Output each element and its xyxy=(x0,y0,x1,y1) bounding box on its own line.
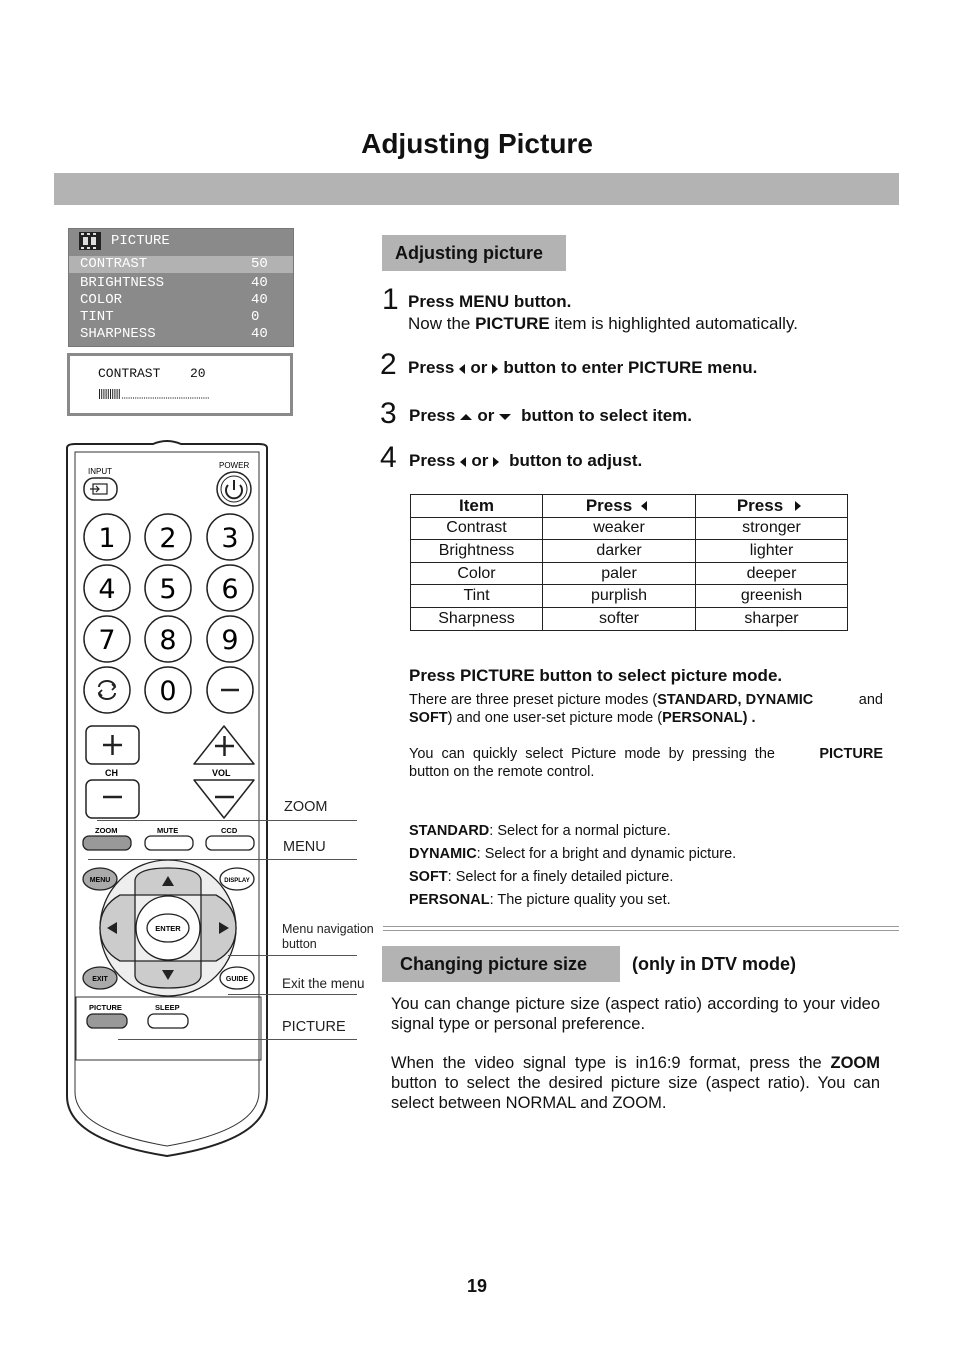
menu-button[interactable] xyxy=(83,868,117,890)
menu-label: MENU xyxy=(89,877,111,884)
digit-0-button[interactable] xyxy=(145,667,191,713)
enter-label: ENTER xyxy=(155,924,181,933)
down-arrow-icon xyxy=(499,414,511,420)
digit-label: 8 xyxy=(159,625,177,656)
guide-label: GUIDE xyxy=(225,976,249,983)
digit-label: 7 xyxy=(98,625,116,656)
osd-row-value: 50 xyxy=(251,256,268,272)
ch-down-button[interactable] xyxy=(86,780,139,818)
display-button[interactable] xyxy=(220,868,254,890)
table-cell: stronger xyxy=(696,517,848,540)
table-cell: sharper xyxy=(696,607,848,630)
level-dot xyxy=(122,397,123,398)
level-dot xyxy=(184,397,185,398)
level-dot xyxy=(146,397,147,398)
digit-label: 3 xyxy=(221,523,239,554)
sleep-button[interactable] xyxy=(148,1014,188,1028)
osd-row-value: 40 xyxy=(251,326,268,342)
level-dot xyxy=(203,397,204,398)
mode-desc: : Select for a finely detailed picture. xyxy=(447,869,674,885)
exit-button[interactable] xyxy=(83,967,117,989)
mode-def-personal xyxy=(409,891,671,909)
picture-size-para1: You can change picture size (aspect ratio) according to your video signal type or personal preference. xyxy=(391,995,880,1033)
osd-row-sharpness[interactable] xyxy=(69,326,293,343)
remote-control xyxy=(55,440,280,1160)
table-row xyxy=(411,585,848,608)
table-header-label: Press xyxy=(736,495,784,515)
left-arrow-icon xyxy=(459,364,465,374)
section-divider xyxy=(383,926,899,931)
step-1-text: Press MENU button. xyxy=(408,292,572,311)
zoom-button[interactable] xyxy=(83,836,131,850)
osd-row-tint[interactable] xyxy=(69,309,293,326)
step-1-sub-pre: Now the xyxy=(408,314,476,333)
table-header: Item xyxy=(411,495,543,518)
left-arrow-icon xyxy=(460,457,466,467)
table-row xyxy=(411,562,848,585)
zoom-label: ZOOM xyxy=(95,826,118,835)
step-number: 3 xyxy=(380,397,397,430)
step-3-post: button to select item. xyxy=(521,406,693,425)
osd-row-label: SHARPNESS xyxy=(80,326,156,342)
osd-row-label: CONTRAST xyxy=(80,256,148,272)
digit-3-button[interactable] xyxy=(207,514,253,560)
nav-callout-line xyxy=(228,955,357,956)
osd-row-label: TINT xyxy=(80,309,114,325)
digit-label: 0 xyxy=(159,676,177,707)
input-button[interactable] xyxy=(84,478,117,500)
level-dot xyxy=(179,397,180,398)
picture-callout-line xyxy=(118,1039,357,1040)
osd-row-color[interactable] xyxy=(69,292,293,309)
level-dot xyxy=(148,397,149,398)
table-cell: softer xyxy=(543,607,696,630)
table-cell: Brightness xyxy=(411,540,543,563)
osd-row-value: 0 xyxy=(251,309,260,325)
table-cell: purplish xyxy=(543,585,696,608)
osd-row-value: 40 xyxy=(251,275,268,291)
power-button[interactable] xyxy=(217,472,251,506)
mode-term: STANDARD xyxy=(409,823,490,839)
exit-callout: Exit the menu xyxy=(282,976,365,991)
table-cell: darker xyxy=(543,540,696,563)
level-dot xyxy=(188,397,189,398)
level-dot xyxy=(192,397,193,398)
level-dot xyxy=(173,397,174,398)
osd-row-contrast[interactable] xyxy=(69,256,293,273)
p2-a: You can quickly select Picture mode by pressing the xyxy=(409,746,775,762)
adjustment-table xyxy=(410,494,848,631)
level-dot xyxy=(170,397,171,398)
digit-9-button[interactable] xyxy=(207,616,253,662)
table-header xyxy=(696,495,848,518)
level-dot xyxy=(133,397,134,398)
osd-row-label: COLOR xyxy=(80,292,123,308)
p2-c: button on the remote control. xyxy=(409,764,595,780)
level-dot xyxy=(153,397,154,398)
step-number: 4 xyxy=(380,441,397,474)
level-dot xyxy=(144,397,145,398)
step-1-sub-bold: PICTURE xyxy=(475,314,550,333)
mode-desc: : Select for a bright and dynamic picture. xyxy=(476,846,737,862)
dtv-mode-note: (only in DTV mode) xyxy=(632,954,796,974)
menu-callout-line xyxy=(88,859,357,860)
table-cell: weaker xyxy=(543,517,696,540)
guide-button[interactable] xyxy=(220,967,254,989)
nav-callout xyxy=(282,922,374,952)
level-dot xyxy=(201,397,202,398)
mode-desc: : The picture quality you set. xyxy=(489,892,671,908)
digit-label: 1 xyxy=(98,523,116,554)
dash-button[interactable] xyxy=(207,667,253,713)
step-1-sub-post: item is highlighted automatically. xyxy=(549,314,798,333)
step-2-pre: Press xyxy=(408,358,455,377)
level-dot xyxy=(195,397,196,398)
step-4-pre: Press xyxy=(409,451,456,470)
table-cell: lighter xyxy=(696,540,848,563)
step-2-mid: or xyxy=(470,358,488,377)
level-dot xyxy=(135,397,136,398)
level-dot xyxy=(157,397,158,398)
level-dot xyxy=(181,397,182,398)
table-row xyxy=(411,607,848,630)
page-number: 19 xyxy=(466,1276,488,1296)
ch-up-button[interactable] xyxy=(86,726,139,764)
digit-6-button[interactable] xyxy=(207,565,253,611)
step-3-pre: Press xyxy=(409,406,456,425)
osd-contrast-adjust xyxy=(67,353,293,416)
level-dot xyxy=(199,397,200,398)
step-1-sub xyxy=(408,314,798,334)
table-header xyxy=(543,495,696,518)
mode-desc: : Select for a normal picture. xyxy=(489,823,671,839)
p1-e: ) and one user-set picture mode ( xyxy=(447,710,663,726)
step-3-mid: or xyxy=(477,406,495,425)
osd-header-label: PICTURE xyxy=(111,233,170,249)
table-cell: deeper xyxy=(696,562,848,585)
level-dot xyxy=(155,397,156,398)
level-dot xyxy=(162,397,163,398)
level-dot xyxy=(151,397,152,398)
level-dot xyxy=(206,397,207,398)
ccd-button[interactable] xyxy=(206,836,254,850)
table-row xyxy=(411,540,848,563)
p2a: When the video signal type is in16:9 format, press the xyxy=(391,1054,831,1072)
osd-picture-menu xyxy=(68,228,294,347)
digit-7-button[interactable] xyxy=(84,616,130,662)
step-number: 2 xyxy=(380,348,397,381)
nav-callout-line2: button xyxy=(282,937,317,951)
digit-8-button[interactable] xyxy=(145,616,191,662)
p1-c: and xyxy=(858,692,883,708)
table-cell: greenish xyxy=(696,585,848,608)
digit-label: 5 xyxy=(159,574,177,605)
p2-b: PICTURE xyxy=(819,746,883,762)
digit-label: 6 xyxy=(221,574,239,605)
step-2-text xyxy=(408,358,757,378)
power-label: POWER xyxy=(219,461,250,470)
p2c: button to select the desired picture size (aspect ratio). You can select between NORMAL and ZOOM. xyxy=(391,1074,880,1112)
level-dot xyxy=(186,397,187,398)
osd-adjust-value: 20 xyxy=(190,366,206,381)
mode-def-dynamic xyxy=(409,845,736,863)
picture-mode-para1 xyxy=(409,691,883,727)
mode-def-standard xyxy=(409,822,671,840)
level-dot xyxy=(168,397,169,398)
mode-def-soft xyxy=(409,868,673,886)
level-dot xyxy=(175,397,176,398)
input-label: INPUT xyxy=(88,467,112,476)
mode-term: SOFT xyxy=(409,869,448,885)
step-number: 1 xyxy=(382,283,399,316)
picture-mode-heading: Press PICTURE button to select picture mode. xyxy=(409,666,783,685)
picture-label: PICTURE xyxy=(89,1003,122,1012)
exit-label: EXIT xyxy=(92,976,108,983)
digit-label: 4 xyxy=(98,574,116,605)
digit-label: 9 xyxy=(221,625,239,656)
vol-label: VOL xyxy=(212,768,231,778)
p1-g: ) . xyxy=(742,710,756,726)
level-dot xyxy=(129,397,130,398)
enter-button[interactable] xyxy=(136,896,200,960)
menu-callout: MENU xyxy=(283,839,326,855)
left-arrow-icon xyxy=(641,501,647,511)
level-dot xyxy=(140,397,141,398)
level-dot xyxy=(159,397,160,398)
mute-button[interactable] xyxy=(145,836,193,850)
table-cell: Color xyxy=(411,562,543,585)
level-dot xyxy=(177,397,178,398)
up-arrow-icon xyxy=(460,414,472,420)
digit-label: 2 xyxy=(159,523,177,554)
step-2-post: button to enter PICTURE menu. xyxy=(503,358,758,377)
table-cell: Sharpness xyxy=(411,607,543,630)
page-title: Adjusting Picture xyxy=(361,128,593,159)
zoom-callout-line xyxy=(97,820,357,821)
mode-term: PERSONAL xyxy=(409,892,490,908)
table-cell: Tint xyxy=(411,585,543,608)
p1-b: STANDARD, DYNAMIC xyxy=(657,692,814,708)
display-label: DISPLAY xyxy=(224,878,250,884)
digit-4-button[interactable] xyxy=(84,565,130,611)
p2b: ZOOM xyxy=(830,1054,880,1072)
digit-5-button[interactable] xyxy=(145,565,191,611)
mode-term: DYNAMIC xyxy=(409,846,477,862)
table-header-row xyxy=(411,495,848,518)
level-dot xyxy=(131,397,132,398)
osd-row-label: BRIGHTNESS xyxy=(80,275,165,291)
right-arrow-icon xyxy=(795,501,801,511)
table-cell: paler xyxy=(543,562,696,585)
p1-d: SOFT xyxy=(409,710,448,726)
level-dot xyxy=(164,397,165,398)
level-dot xyxy=(190,397,191,398)
film-icon xyxy=(79,232,101,250)
p1-a: There are three preset picture modes ( xyxy=(409,692,658,708)
picture-button[interactable] xyxy=(87,1014,127,1028)
level-dot xyxy=(137,397,138,398)
osd-header xyxy=(69,229,293,253)
zoom-callout: ZOOM xyxy=(284,799,328,815)
digit-1-button[interactable] xyxy=(84,514,130,560)
level-dot xyxy=(197,397,198,398)
osd-row-value: 40 xyxy=(251,292,268,308)
table-row xyxy=(411,517,848,540)
table-cell: Contrast xyxy=(411,517,543,540)
digit-2-button[interactable] xyxy=(145,514,191,560)
section-heading-picture-size: Changing picture size xyxy=(382,946,620,982)
level-dot xyxy=(126,397,127,398)
p1-f: PERSONAL xyxy=(662,710,743,726)
step-4-mid: or xyxy=(471,451,489,470)
nav-pad xyxy=(100,860,236,996)
osd-adjust-label: CONTRAST xyxy=(98,366,161,381)
nav-callout-line1: Menu navigation xyxy=(282,922,374,936)
picture-size-para2 xyxy=(391,1053,880,1113)
title-bar xyxy=(54,173,899,205)
level-dot xyxy=(142,397,143,398)
right-arrow-icon xyxy=(492,364,498,374)
exit-callout-line xyxy=(228,994,357,995)
osd-level-bar[interactable] xyxy=(99,389,209,399)
sleep-label: SLEEP xyxy=(155,1003,180,1012)
picture-callout: PICTURE xyxy=(282,1019,346,1035)
level-dot xyxy=(124,397,125,398)
mute-label: MUTE xyxy=(157,826,179,835)
right-arrow-icon xyxy=(493,457,499,467)
step-4-post: button to adjust. xyxy=(509,451,643,470)
osd-row-brightness[interactable] xyxy=(69,275,293,292)
step-4-text xyxy=(409,451,642,471)
level-dot xyxy=(208,397,209,398)
section-heading-adjusting: Adjusting picture xyxy=(382,235,566,271)
ccd-label: CCD xyxy=(221,826,238,835)
table-header-label: Press xyxy=(585,495,633,515)
ch-label: CH xyxy=(105,768,118,778)
picture-mode-para2 xyxy=(409,745,883,781)
level-dot xyxy=(166,397,167,398)
step-3-text xyxy=(409,406,692,426)
recall-button[interactable] xyxy=(84,667,130,713)
